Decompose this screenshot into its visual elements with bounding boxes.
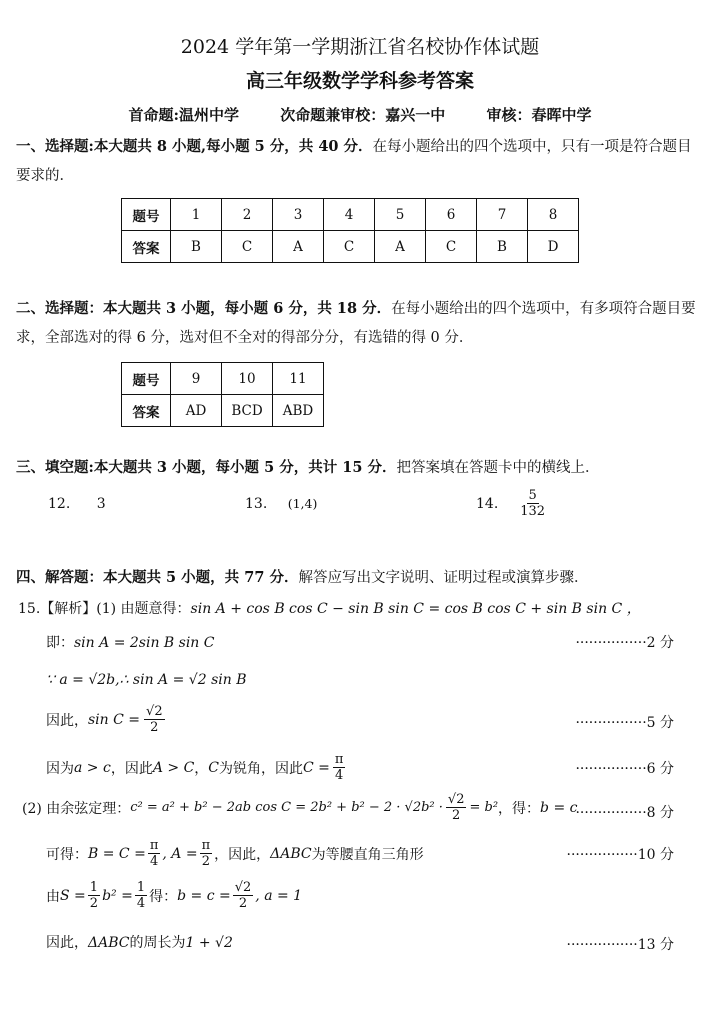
denominator: 2	[238, 896, 248, 911]
q13-label: 13.	[245, 496, 268, 512]
answer-cell: A	[375, 231, 426, 263]
score-10	[567, 844, 674, 864]
q15-line1	[18, 598, 641, 618]
score-value: 13 分	[637, 937, 674, 953]
q15-line6	[22, 792, 577, 823]
question-number: 2	[222, 199, 273, 231]
question-number: 1	[171, 199, 222, 231]
math: A > C	[152, 759, 195, 776]
step-prefix: 因此，	[46, 712, 88, 729]
numerator: 1	[89, 880, 99, 895]
question-number: 10	[222, 363, 273, 395]
text: 因此，	[46, 935, 88, 951]
text: 为锐角，因此	[219, 760, 303, 777]
math: C	[208, 759, 219, 776]
score-13	[567, 934, 674, 954]
text: 的周长为	[129, 935, 186, 951]
fraction	[333, 752, 346, 783]
score-value: 8 分	[646, 805, 674, 821]
step-equation: sin C =	[88, 711, 141, 728]
text: 由	[46, 888, 60, 905]
question-number: 11	[273, 363, 324, 395]
leader-dots: ················	[575, 715, 647, 731]
section4-heading: 四、解答题：本大题共 5 小题，共 77 分．	[16, 569, 299, 586]
math: = b²	[469, 800, 499, 815]
q14-denominator: 132	[520, 504, 546, 519]
score-value: 5 分	[646, 715, 674, 731]
section3-heading: 三、填空题:本大题共 3 小题，每小题 5 分，共计 15 分．	[16, 459, 397, 476]
score-5	[575, 712, 674, 732]
math: a > c	[74, 759, 111, 776]
q15-line3	[46, 672, 247, 688]
answer-cell: C	[222, 231, 273, 263]
reviewer: 审核：春晖中学	[486, 106, 592, 124]
answer-cell: BCD	[222, 395, 273, 427]
second-setter: 次命题兼审校：嘉兴一中	[280, 106, 446, 124]
math: c² = a² + b² − 2ab cos C = 2b² + b² − 2 · √2b² ·	[130, 800, 443, 815]
document-title: 2024 学年第一学期浙江省名校协作体试题	[180, 36, 540, 58]
question-number: 6	[426, 199, 477, 231]
denominator: 4	[149, 854, 159, 869]
numerator: √2	[447, 792, 465, 807]
q14-label: 14.	[476, 495, 499, 512]
fraction	[88, 880, 100, 911]
answer-cell: AD	[171, 395, 222, 427]
math: ΔABC	[270, 845, 312, 862]
row-label-question: 题号	[122, 363, 171, 395]
score-value: 6 分	[646, 761, 674, 777]
step-equation: sin A = 2sin B sin C	[74, 635, 215, 651]
q15-line8	[46, 880, 302, 911]
denominator: 4	[136, 896, 146, 911]
table-row	[122, 231, 579, 263]
question-number: 5	[375, 199, 426, 231]
text: ，因此	[110, 760, 153, 777]
question-number: 8	[528, 199, 579, 231]
numerator: π	[334, 752, 344, 767]
q15-label: 15.【解析】(1) 由题意得：	[18, 601, 191, 617]
row-label-answer: 答案	[122, 231, 171, 263]
q12-value: 3	[96, 496, 106, 512]
section1-intro	[16, 132, 702, 191]
text: (2) 由余弦定理：	[22, 800, 131, 817]
document-subtitle: 高三年级数学学科参考答案	[245, 70, 474, 92]
section4-instructions: 解答应写出文字说明、证明过程或演算步骤．	[298, 570, 589, 586]
question-number: 7	[477, 199, 528, 231]
answer-cell: B	[171, 231, 222, 263]
row-label-answer: 答案	[122, 395, 171, 427]
section1-answer-table	[121, 198, 579, 263]
section2-answer-table	[121, 362, 324, 427]
answer-cell: D	[528, 231, 579, 263]
fraction	[135, 880, 147, 911]
score-6	[575, 758, 674, 778]
numerator: √2	[146, 704, 163, 719]
math: S =	[60, 887, 86, 904]
numerator: π	[201, 838, 211, 853]
denominator: 2	[201, 854, 210, 869]
text: 为等腰直角三角形	[311, 846, 424, 863]
table-row	[122, 395, 324, 427]
fraction	[148, 838, 161, 869]
step-equation: ∵ a = √2b,∴ sin A = √2 sin B	[46, 672, 247, 688]
fraction	[446, 792, 467, 823]
math: b = c =	[177, 887, 231, 904]
section3-intro	[16, 453, 702, 483]
q14-fraction	[520, 488, 545, 519]
answer-cell: ABD	[273, 395, 324, 427]
numerator: 1	[136, 880, 146, 895]
section1-heading: 一、选择题:本大题共 8 小题,每小题 5 分，共 40 分．	[16, 138, 373, 155]
denominator: 2	[89, 896, 99, 911]
answer-cell: C	[324, 231, 375, 263]
leader-dots: ················	[575, 635, 647, 651]
math: C =	[303, 759, 330, 776]
answer-cell: B	[477, 231, 528, 263]
q14-numerator: 5	[528, 488, 537, 503]
q12-label: 12.	[48, 496, 71, 512]
text: 可得：	[46, 846, 88, 863]
leader-dots: ················	[566, 937, 638, 953]
math: , a = 1	[255, 887, 303, 904]
score-value: 10 分	[637, 847, 674, 863]
answer-cell: C	[426, 231, 477, 263]
q15-line2	[46, 632, 215, 652]
numerator: √2	[234, 880, 252, 895]
score-value: 2 分	[646, 635, 674, 651]
text: ，得：	[498, 800, 541, 817]
text: 得：	[149, 888, 178, 905]
math: 1 + √2	[185, 935, 233, 951]
section2-heading: 二、选择题：本大题共 3 小题，每小题 6 分，共 18 分．	[16, 300, 392, 317]
math: b = c	[540, 799, 578, 816]
denominator: 2	[452, 808, 461, 823]
fraction	[233, 880, 254, 911]
math: B = C =	[88, 845, 146, 862]
denominator: 4	[335, 768, 344, 783]
first-setter: 首命题:温州中学	[128, 106, 240, 124]
q12-answer	[48, 496, 106, 512]
leader-dots: ················	[575, 805, 647, 821]
text: 因为	[46, 760, 74, 777]
math: , A =	[162, 845, 198, 862]
q15-line9	[46, 932, 233, 952]
math: b² =	[102, 887, 133, 904]
fraction	[200, 838, 213, 869]
table-row	[122, 199, 579, 231]
row-label-question: 题号	[122, 199, 171, 231]
leader-dots: ················	[566, 847, 638, 863]
section2-instructions: 在每小题给出的四个选项中，有多项符合题目要求，全部选对的得 6 分，选对但不全对的得部分分，有选错的得 0 分．	[16, 301, 696, 346]
math: ΔABC	[88, 935, 130, 951]
question-number: 3	[273, 199, 324, 231]
section4-intro	[16, 563, 702, 593]
text: ，	[194, 760, 209, 777]
section2-intro	[16, 294, 702, 353]
fraction	[144, 704, 165, 735]
q15-equation: sin A + cos B cos C − sin B sin C = cos B cos C + sin B sin C ，	[190, 601, 641, 617]
question-number: 4	[324, 199, 375, 231]
numerator: π	[149, 838, 159, 853]
section1-instructions: 在每小题给出的四个选项中，只有一项是符合题目要求的．	[16, 139, 692, 184]
q13-answer	[245, 496, 317, 512]
score-2	[575, 632, 674, 652]
step-prefix: 即：	[46, 635, 74, 651]
score-8	[575, 802, 674, 822]
credits-line	[0, 104, 720, 125]
answer-cell: A	[273, 231, 324, 263]
q15-line7	[46, 838, 424, 869]
denominator: 2	[150, 720, 159, 735]
q13-value: (1,4)	[287, 496, 318, 511]
question-number: 9	[171, 363, 222, 395]
text: ，因此，	[214, 846, 271, 863]
q15-line4	[46, 704, 165, 735]
leader-dots: ················	[575, 761, 647, 777]
section3-instructions: 把答案填在答题卡中的横线上．	[396, 460, 600, 476]
table-row	[122, 363, 324, 395]
q15-line5	[46, 752, 345, 783]
q14-answer	[476, 488, 545, 519]
